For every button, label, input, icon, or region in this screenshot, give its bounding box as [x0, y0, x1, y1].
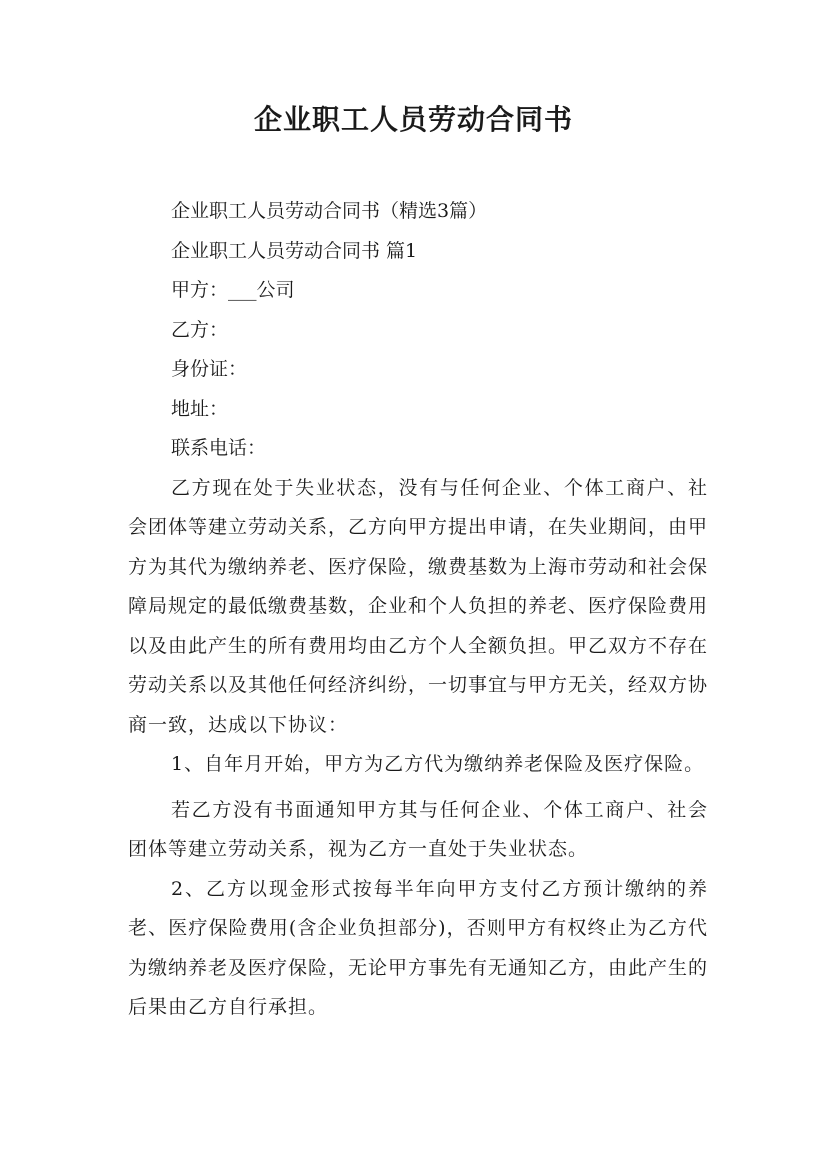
address-field: 地址： [171, 397, 229, 420]
section-heading: 企业职工人员劳动合同书 篇1 [171, 239, 418, 262]
subtitle-line: 企业职工人员劳动合同书（精选3篇） [171, 200, 488, 222]
paragraph-unemployment-note: 若乙方没有书面通知甲方其与任何企业、个体工商户、社会团体等建立劳动关系，视为乙方一直处于失业状态。 [128, 798, 708, 860]
party-a-field: 甲方：___公司 [171, 279, 295, 301]
paragraph-clause-1: 1、自年月开始，甲方为乙方代为缴纳养老保险及医疗保险。 [171, 753, 705, 775]
party-b-field: 乙方： [171, 318, 229, 341]
phone-field: 联系电话： [171, 437, 267, 459]
paragraph-intro: 乙方现在处于失业状态，没有与任何企业、个体工商户、社会团体等建立劳动关系，乙方向甲方提出申请，在失业期间，由甲方为其代为缴纳养老、医疗保险，缴费基数为上海市劳动和社会保障局规定的最低缴费基数，企业和个人负担的养老、医疗保险费用以及由此产生的所有费用均由乙方个人全额负担。甲乙双方不存在劳动关系以及其他任何经济纠纷，一切事宜与甲方无关，经双方协商一致，达成以下协议： [128, 476, 709, 736]
id-card-field: 身份证： [171, 358, 248, 380]
paragraph-clause-2: 2、乙方以现金形式按每半年向甲方支付乙方预计缴纳的养老、医疗保险费用(含企业负担部分)，否则甲方有权终止为乙方代为缴纳养老及医疗保险，无论甲方事先有无通知乙方，由此产生的后果由乙方自行承担。 [128, 877, 709, 1018]
document-title: 企业职工人员劳动合同书 [253, 103, 573, 136]
document-body [128, 192, 708, 1028]
